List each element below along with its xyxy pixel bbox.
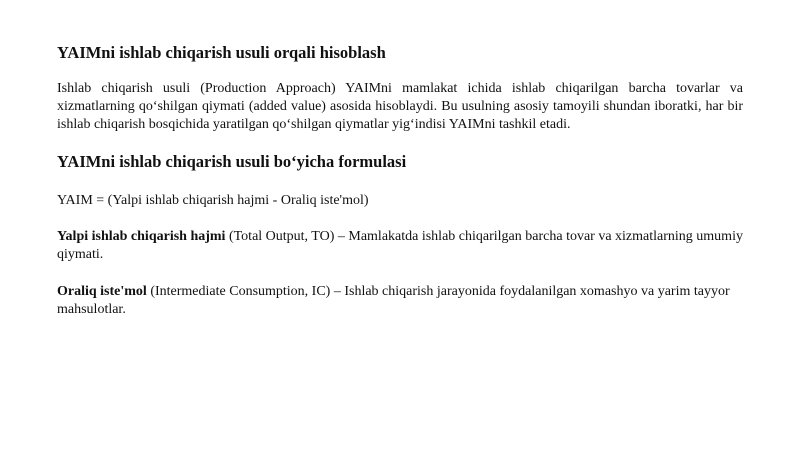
slide-content: [57, 43, 743, 319]
definition-intermediate-consumption: [57, 283, 743, 319]
definition-text: (Total Output, TO) – Mamlakatda ishlab chiqarilgan barcha tovar va xizmatlarning umumiy qiymati.: [57, 229, 743, 262]
definition-term: Oraliq iste'mol: [57, 284, 147, 299]
definition-total-output: [57, 228, 743, 264]
gdp-formula: YAIM = (Yalpi ishlab chiqarish hajmi - Oraliq iste'mol): [57, 193, 369, 208]
heading-production-approach: YAIMni ishlab chiqarish usuli orqali hisoblash: [57, 43, 386, 62]
heading-formula: YAIMni ishlab chiqarish usuli bo‘yicha formulasi: [57, 152, 407, 171]
definition-text: (Intermediate Consumption, IC) – Ishlab chiqarish jarayonida foydalanilgan xomashyo va yarim tayyor mahsulotlar.: [57, 284, 730, 317]
definition-term: Yalpi ishlab chiqarish hajmi: [57, 229, 226, 244]
intro-paragraph: Ishlab chiqarish usuli (Production Approach) YAIMni mamlakat ichida ishlab chiqarilgan barcha tovarlar va xizmatlarning qo‘shilgan qiymati (added value) asosida hisoblaydi. Bu usulning asosiy tamoyili shundan iboratki, har bir ishlab chiqarish bosqichida yaratilgan qo‘shilgan qiymatlar yig‘indisi YAIMni tashkil etadi.: [57, 81, 743, 132]
